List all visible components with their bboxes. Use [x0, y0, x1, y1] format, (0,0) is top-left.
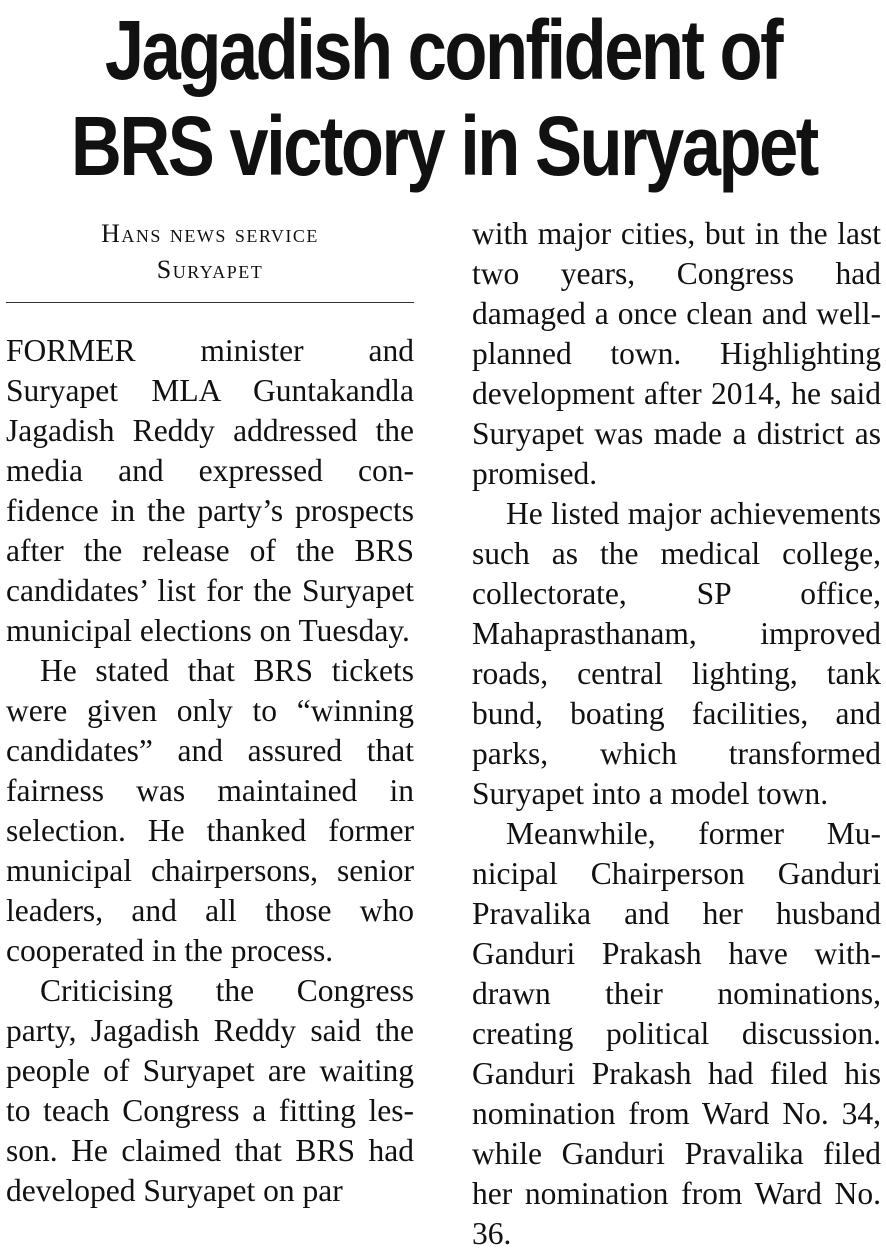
article-paragraph-4: He listed major achievements such as the medical college, collectorate, SP office, Mahaprasthanam, improved roads, central lighting, tank bund, boating facilities, and parks, which transformed Suryapet into a model town. — [472, 496, 881, 811]
article-paragraph-1: FORMER minister and Suryapet MLA Guntakandla Jagadish Reddy addressed the media and expressed confidence in the party’s prospects after the release of the BRS candidates’ list for the Suryapet municipal elections on Tuesday. — [6, 333, 414, 648]
article-paragraph-2: He stated that BRS tickets were given only to “winning candidates” and assured that fairness was maintained in selection. He thanked former municipal chairpersons, senior leaders, and all those who cooperated in the process. — [6, 653, 414, 968]
byline-place: Suryapet — [156, 255, 264, 284]
article-column-left — [6, 214, 414, 1211]
article-column-right — [472, 214, 881, 1254]
byline — [6, 214, 414, 288]
article-paragraph-3-start: Criticising the Congress party, Jagadish Reddy said the people of Suryapet are waiting to teach Congress a fitting lesson. He claimed that BRS had developed Suryapet on par — [6, 973, 414, 1208]
byline-agency: Hans news service — [101, 219, 319, 248]
headline-line-1: Jagadish confident of — [104, 3, 782, 97]
headline — [71, 0, 815, 194]
article-paragraph-5: Meanwhile, former Municipal Chairperson Ganduri Pravalika and her husband Ganduri Prakash have withdrawn their nominations, creating political discussion. Ganduri Prakash had filed his nomination from Ward No. 34, while Ganduri Pravalika filed her nomination from Ward No. 36. — [472, 816, 881, 1251]
byline-divider — [6, 302, 414, 303]
headline-line-2: BRS victory in Suryapet — [70, 99, 817, 193]
article-paragraph-3-continued: with major cities, but in the last two years, Congress had damaged a once clean and well-planned town. Highlighting development after 2014, he said Suryapet was made a district as promised. — [472, 216, 881, 491]
